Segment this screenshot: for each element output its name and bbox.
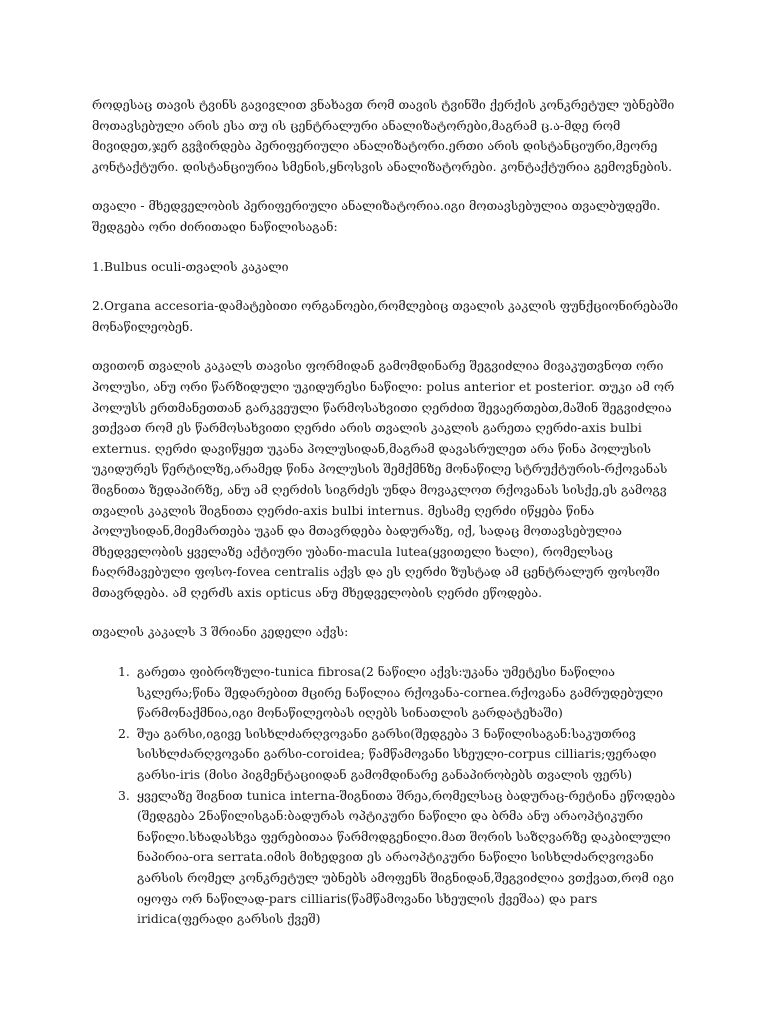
wall-layers-heading: თვალის კაკალს 3 შრიანი კედელი აქვს: [92,624,349,640]
list-item-number: 2. [118,725,130,741]
list-item-text: გარეთა ფიბროზული-tunica fibrosa(2 ნაწილი აქვს:უკანა უმეტესი ნაწილია სკლერა;წინა შედარებით მცირე ნაწილია რქოვანა-cornea.რქოვანა გამრუდებული წარმონაქმნია,იგი მონაწილეობას იღებს სინათლის გარდატეხაში) [137,664,664,721]
list-item-text: შუა გარსი,იგივე სისხლძარღვოვანი გარსი(შედგება 3 ნაწილისაგან:საკუთრივ სისხლძარღვოვანი გარსი-coroidea; წამწამოვანი სხეული-corpus cilliaris;ფერადი გარსი-iris (მისი პიგმენტაციიდან გამომდინარე განაპირობებს თვალის ფერს) [137,725,657,783]
list-item [92,724,692,786]
list-item-text: ყველაზე შიგნით tunica interna-შიგნითა შრეა,რომელსაც ბადურაც-რეტინა ეწოდება (შედგება 2ნაწილისგან:ბადურას ოპტიკური ნაწილი და ბრმა ანუ არაოპტიკური ნაწილი.სხადასხვა ფერებითაა წარმოდგენილი.მათ შორის საზღვარზე დაკბილული ნაპირია-ora serrata.იმის მიხედვით ეს არაოპტიკური ნაწილი სისხლძარღვოვანი გარსის რომელ კონკრეტულ უბნებს ამოფენს შიგნიდან,შეგვიძლია ვთქვათ,რომ იგი იყოფა ორ ნაწილად-pars cilliaris(წამწამოვანი სხეულის ქვეშაა) და pars iridica(ფერადი გარსის ქვეშ) [137,787,676,927]
list-item-number: 1. [118,664,130,680]
part-two-paragraph: 2.Organa accesoria-დამატებითი ორგანოები,რომლებიც თვალის კაკლის ფუნქციონირებაში მონაწილეობენ. [92,298,679,334]
document-page [92,95,692,930]
intro-paragraph: როდესაც თავის ტვინს გავივლით ვნახავთ რომ თავის ტვინში ქერქის კონკრეტულ უბნებში მოთავსებული არის ესა თუ ის ცენტრალური ანალიზატორები,მაგრამ ც.ა-მდე რომ მივიდეთ,ჯერ გვჭირდება პერიფერიული ანალიზატორი.ერთი არის დისტანციური,მეორე კონტაქტური. დისტანციურია სმენის,ყნოსვის ანალიზატორები. კონტაქტურია გემოვნების. [92,97,675,174]
list-item-number: 3. [118,787,130,803]
part-one-line: 1.Bulbus oculi-თვალის კაკალი [92,258,289,274]
wall-layers-list [92,662,692,930]
list-item [92,662,692,724]
list-item [92,786,692,930]
eye-definition-paragraph: თვალი - მხედველობის პერიფერიული ანალიზატორია.იგი მოთავსებულია თვალბუდეში. შედგება ორი ძირითადი ნაწილისაგან: [92,198,661,234]
axes-paragraph: თვითონ თვალის კაკალს თავისი ფორმიდან გამომდინარე შეგვიძლია მივაკუთვნოთ ორი პოლუსი, ანუ ორი წარზიდული უკიდურესი ნაწილი: polus anterior et posterior. თუკი ამ ორ პოლუსს ერთმანეთთან გარკვეული წარმოსახვითი ღერძით შევაერთებთ,მაშინ შეგვიძლია ვთქვათ რომ ეს წარმოსახვითი ღერძი არის თვალის კაკლის გარეთა ღერძი-axis bulbi externus. ღერძი დავიწყეთ უკანა პოლუსიდან,მაგრამ დავასრულეთ არა წინა პოლუსის უკიდურეს წერტილზე,არამედ წინა პოლუსის შემქმნზე მონაწილე სტრუქტურის-რქოვანას შიგნითა ზედაპირზე, ანუ ამ ღერძის სიგრძეს უნდა მოვაკლოთ რქოვანას სისქე,ეს გამოგვ თვალის კაკლის შიგნითა ღერძი-axis bulbi internus. მესამე ღერძი იწყება წინა პოლუსიდან,მიემართება უკან და მთავრდება ბადურაზე, იქ, სადაც მოთავსებულია მხედველობის ყველაზე აქტიური უბანი-macula lutea(ყვითელი ხალი), რომელსაც ჩაღრმავებული ფოსო-fovea centralis აქვს და ეს ღერძი ზუსტად ამ ცენტრალურ ფოსოში მთავრდება. ამ ღერძს axis opticus ანუ მხედველობის ღერძი ეწოდება. [92,358,675,600]
